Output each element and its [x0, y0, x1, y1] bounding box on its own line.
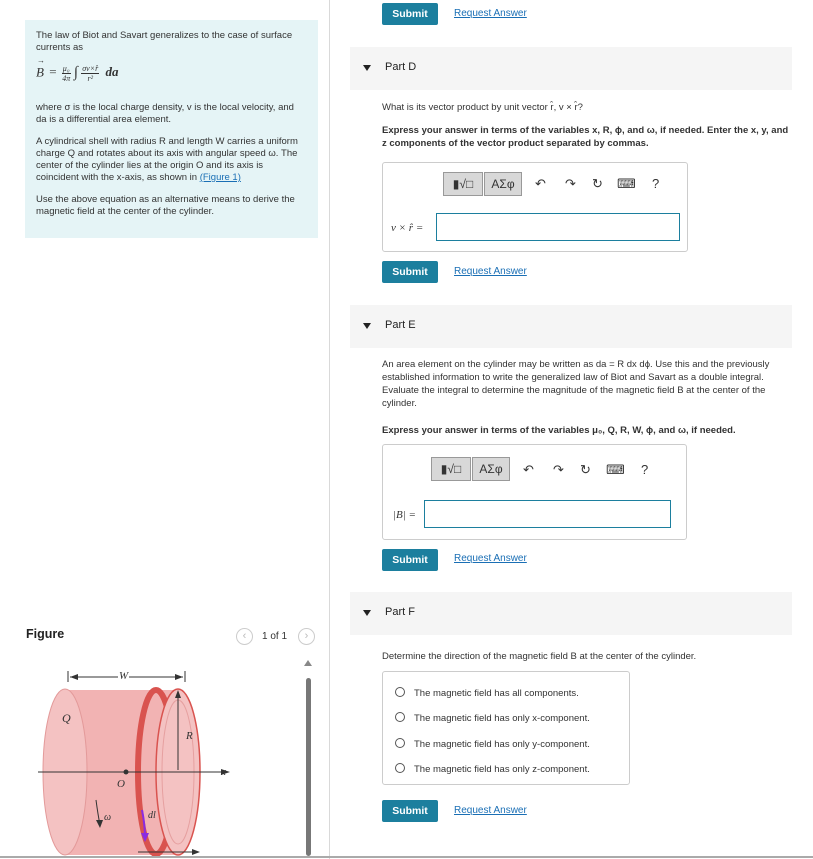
- radio-icon[interactable]: [395, 738, 405, 748]
- part-d-answer-input[interactable]: [436, 213, 680, 241]
- label-R: R: [186, 730, 193, 742]
- part-d-instructions: Express your answer in terms of the variables x, R, ϕ, and ω, if needed. Enter the x, y, and z components of the vector product separated by commas.: [382, 125, 789, 149]
- part-d-submit-button[interactable]: Submit: [382, 261, 438, 283]
- help-icon[interactable]: ?: [641, 462, 649, 477]
- part-d-field-label: v × r̂ =: [391, 222, 424, 234]
- reset-icon[interactable]: ↻: [580, 462, 591, 477]
- intro-text-4: Use the above equation as an alternative means to derive the magnetic field at the center of the cylinder.: [36, 194, 295, 217]
- label-dl: dl: [148, 810, 156, 821]
- radio-icon[interactable]: [395, 763, 405, 773]
- option-all-components[interactable]: The magnetic field has all components.: [395, 687, 579, 699]
- label-O: O: [117, 778, 125, 790]
- option-x-component[interactable]: The magnetic field has only x-component.: [395, 712, 590, 724]
- intro-text-2: where σ is the local charge density, v is the local velocity, and da is a differential area element.: [36, 102, 294, 125]
- part-d-question: What is its vector product by unit vector r̂, v × r̂?: [382, 102, 583, 113]
- label-Q: Q: [62, 711, 71, 725]
- panel-divider: [329, 0, 330, 859]
- reset-icon[interactable]: ↻: [592, 176, 603, 191]
- request-answer-prev[interactable]: Request Answer: [454, 8, 527, 19]
- radio-icon[interactable]: [395, 687, 405, 697]
- figure-prev-button[interactable]: ‹: [236, 628, 253, 645]
- collapse-icon: [363, 610, 371, 616]
- keyboard-icon[interactable]: ⌨: [617, 176, 636, 191]
- keyboard-icon[interactable]: ⌨: [606, 462, 625, 477]
- part-e-instructions: Express your answer in terms of the variables μ₀, Q, R, W, ϕ, and ω, if needed.: [382, 425, 736, 436]
- redo-icon[interactable]: ↷: [565, 176, 576, 191]
- part-e-request-answer[interactable]: Request Answer: [454, 553, 527, 564]
- help-icon[interactable]: ?: [652, 176, 660, 191]
- part-f-request-answer[interactable]: Request Answer: [454, 805, 527, 816]
- problem-intro: [25, 20, 318, 238]
- undo-icon[interactable]: ↶: [535, 176, 546, 191]
- part-f-header[interactable]: Part F: [350, 592, 792, 635]
- collapse-icon: [363, 323, 371, 329]
- undo-icon[interactable]: ↶: [523, 462, 534, 477]
- cylinder-figure: [28, 660, 288, 856]
- label-W: W: [119, 670, 129, 682]
- label-omega: ω: [104, 812, 112, 823]
- label-x: x: [221, 766, 226, 778]
- figure-title: Figure: [26, 627, 65, 641]
- part-e-question: An area element on the cylinder may be written as da = R dx dϕ. Use this and the previously established information to write the generalized law of Biot and Savart as a double integral. Evaluate the integral to determine the magnitude of the magnetic field B at the center of the cylinder.: [382, 359, 770, 409]
- figure-scrollbar[interactable]: [306, 678, 311, 856]
- redo-icon[interactable]: ↷: [553, 462, 564, 477]
- figure-link[interactable]: (Figure 1): [199, 172, 241, 183]
- part-e-answer-input[interactable]: [424, 500, 671, 528]
- bottom-border: [0, 856, 813, 858]
- part-e-submit-button[interactable]: Submit: [382, 549, 438, 571]
- template-button[interactable]: ▮√□: [431, 457, 471, 481]
- intro-text-3: A cylindrical shell with radius R and length W carries a uniform charge Q and rotates about its axis with angular speed ω. The center of the cylinder lies at the origin O and its axis is coincident with the x-axis, as shown in (Figure 1): [36, 136, 298, 183]
- greek-button[interactable]: ΑΣφ: [472, 457, 510, 481]
- part-e-field-label: |B| =: [393, 509, 416, 521]
- collapse-icon: [363, 65, 371, 71]
- scroll-up-arrow[interactable]: [304, 660, 312, 666]
- radio-icon[interactable]: [395, 712, 405, 722]
- greek-button[interactable]: ΑΣφ: [484, 172, 522, 196]
- part-d-request-answer[interactable]: Request Answer: [454, 266, 527, 277]
- part-f-question: Determine the direction of the magnetic field B at the center of the cylinder.: [382, 651, 697, 662]
- part-e-header[interactable]: Part E: [350, 305, 792, 348]
- left-panel: [0, 0, 330, 859]
- part-d-header[interactable]: Part D: [350, 47, 792, 90]
- template-button[interactable]: ▮√□: [443, 172, 483, 196]
- submit-button-prev[interactable]: Submit: [382, 3, 438, 25]
- figure-pager: 1 of 1: [262, 631, 288, 642]
- intro-text-1: The law of Biot and Savart generalizes to the case of surface currents as: [36, 30, 293, 53]
- biot-savart-formula: B → = $\frac{\text{μ₀}}{4\pi}$ ∫ $\frac{\sigma v\times r̂}{\text{r²}}$ da: [36, 56, 119, 83]
- figure-next-button[interactable]: ›: [298, 628, 315, 645]
- option-y-component[interactable]: The magnetic field has only y-component.: [395, 738, 590, 750]
- part-f-submit-button[interactable]: Submit: [382, 800, 438, 822]
- option-z-component[interactable]: The magnetic field has only z-component.: [395, 763, 590, 775]
